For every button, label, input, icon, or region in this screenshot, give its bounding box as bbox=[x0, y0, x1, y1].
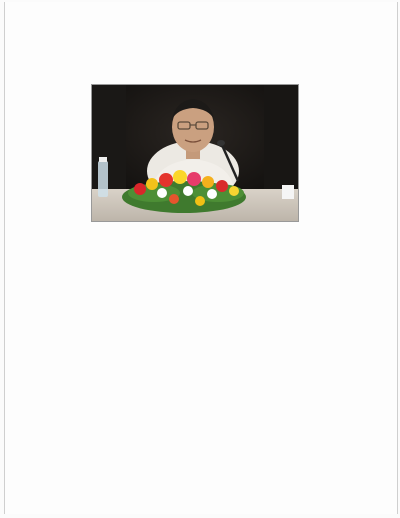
paragraph-1-line bbox=[19, 409, 383, 428]
document-header bbox=[5, 8, 397, 74]
paragraph-1-line bbox=[19, 371, 383, 390]
paragraph-2-line bbox=[19, 498, 383, 517]
paragraph-1-line bbox=[19, 295, 383, 314]
paragraph-1-line bbox=[19, 352, 383, 371]
speaker-photo-illustration bbox=[92, 85, 298, 221]
paragraph-1-line bbox=[19, 390, 383, 409]
paragraph-1-line bbox=[19, 428, 383, 447]
paragraph-1 bbox=[19, 276, 383, 447]
document-page bbox=[4, 2, 398, 514]
speaker-photo bbox=[91, 84, 299, 222]
paragraph-2-line bbox=[19, 479, 383, 498]
paragraph-1-line bbox=[19, 276, 383, 295]
paragraph-2-line bbox=[19, 460, 383, 479]
paragraph-1-line bbox=[19, 333, 383, 352]
paragraph-2 bbox=[19, 460, 383, 517]
paragraph-1-line bbox=[19, 314, 383, 333]
